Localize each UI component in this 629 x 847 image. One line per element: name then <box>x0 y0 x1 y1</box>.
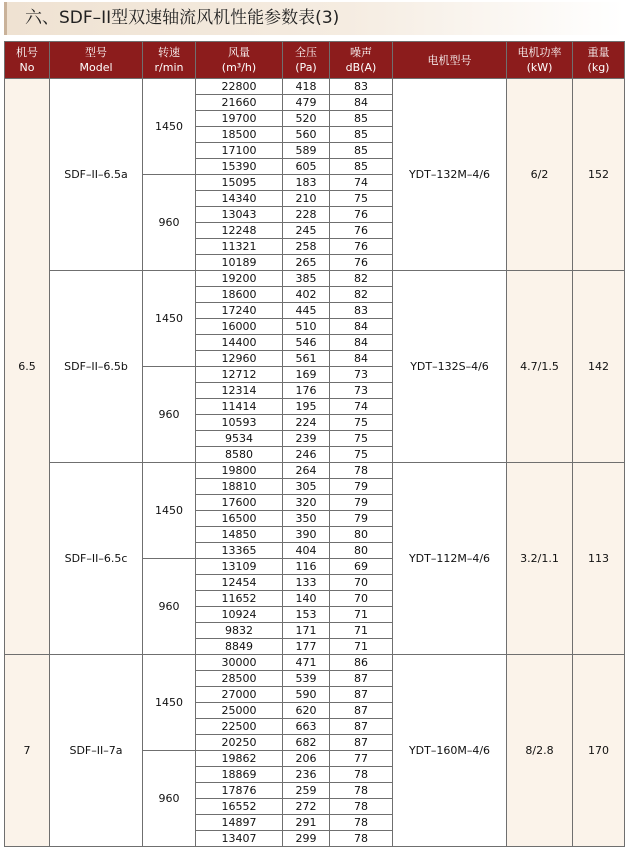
airflow-cell: 20250 <box>196 735 283 751</box>
noise-cell: 82 <box>330 271 393 287</box>
pressure-cell: 445 <box>283 303 330 319</box>
airflow-cell: 9534 <box>196 431 283 447</box>
header-airflow: 风量 (m³/h) <box>196 42 283 79</box>
pressure-cell: 210 <box>283 191 330 207</box>
noise-cell: 84 <box>330 335 393 351</box>
noise-cell: 78 <box>330 799 393 815</box>
airflow-cell: 30000 <box>196 655 283 671</box>
table-row <box>5 79 625 95</box>
noise-cell: 87 <box>330 735 393 751</box>
speed-cell: 960 <box>143 559 196 655</box>
pressure-cell: 663 <box>283 719 330 735</box>
performance-table <box>4 41 625 847</box>
noise-cell: 79 <box>330 479 393 495</box>
airflow-cell: 13407 <box>196 831 283 847</box>
weight-cell: 113 <box>573 463 625 655</box>
noise-cell: 70 <box>330 575 393 591</box>
noise-cell: 79 <box>330 511 393 527</box>
table-row <box>5 271 625 287</box>
motor-cell: YDT–160M–4/6 <box>393 655 507 847</box>
airflow-cell: 11321 <box>196 239 283 255</box>
airflow-cell: 18869 <box>196 767 283 783</box>
header-motor: 电机型号 <box>393 42 507 79</box>
pressure-cell: 236 <box>283 767 330 783</box>
noise-cell: 71 <box>330 623 393 639</box>
speed-cell: 1450 <box>143 655 196 751</box>
noise-cell: 85 <box>330 143 393 159</box>
airflow-cell: 19800 <box>196 463 283 479</box>
speed-cell: 960 <box>143 751 196 847</box>
speed-cell: 1450 <box>143 79 196 175</box>
airflow-cell: 19862 <box>196 751 283 767</box>
pressure-cell: 605 <box>283 159 330 175</box>
pressure-cell: 245 <box>283 223 330 239</box>
airflow-cell: 16552 <box>196 799 283 815</box>
header-noise: 噪声 dB(A) <box>330 42 393 79</box>
noise-cell: 80 <box>330 527 393 543</box>
airflow-cell: 11414 <box>196 399 283 415</box>
noise-cell: 85 <box>330 159 393 175</box>
pressure-cell: 561 <box>283 351 330 367</box>
airflow-cell: 12314 <box>196 383 283 399</box>
noise-cell: 76 <box>330 239 393 255</box>
pressure-cell: 620 <box>283 703 330 719</box>
pressure-cell: 239 <box>283 431 330 447</box>
noise-cell: 75 <box>330 431 393 447</box>
pressure-cell: 116 <box>283 559 330 575</box>
airflow-cell: 8580 <box>196 447 283 463</box>
power-cell: 3.2/1.1 <box>507 463 573 655</box>
airflow-cell: 12712 <box>196 367 283 383</box>
pressure-cell: 402 <box>283 287 330 303</box>
pressure-cell: 224 <box>283 415 330 431</box>
pressure-cell: 589 <box>283 143 330 159</box>
airflow-cell: 14400 <box>196 335 283 351</box>
airflow-cell: 13365 <box>196 543 283 559</box>
airflow-cell: 18810 <box>196 479 283 495</box>
airflow-cell: 12454 <box>196 575 283 591</box>
motor-cell: YDT–132M–4/6 <box>393 79 507 271</box>
weight-cell: 152 <box>573 79 625 271</box>
power-cell: 8/2.8 <box>507 655 573 847</box>
airflow-cell: 27000 <box>196 687 283 703</box>
pressure-cell: 177 <box>283 639 330 655</box>
header-model: 型号 Model <box>50 42 143 79</box>
pressure-cell: 291 <box>283 815 330 831</box>
noise-cell: 75 <box>330 415 393 431</box>
noise-cell: 76 <box>330 207 393 223</box>
model-cell: SDF–II–7a <box>50 655 143 847</box>
airflow-cell: 25000 <box>196 703 283 719</box>
noise-cell: 86 <box>330 655 393 671</box>
model-cell: SDF–II–6.5b <box>50 271 143 463</box>
model-cell: SDF–II–6.5c <box>50 463 143 655</box>
pressure-cell: 171 <box>283 623 330 639</box>
noise-cell: 80 <box>330 543 393 559</box>
pressure-cell: 305 <box>283 479 330 495</box>
noise-cell: 83 <box>330 303 393 319</box>
noise-cell: 77 <box>330 751 393 767</box>
motor-cell: YDT–112M–4/6 <box>393 463 507 655</box>
noise-cell: 84 <box>330 95 393 111</box>
noise-cell: 74 <box>330 399 393 415</box>
airflow-cell: 11652 <box>196 591 283 607</box>
noise-cell: 69 <box>330 559 393 575</box>
pressure-cell: 390 <box>283 527 330 543</box>
airflow-cell: 13109 <box>196 559 283 575</box>
noise-cell: 76 <box>330 223 393 239</box>
airflow-cell: 17240 <box>196 303 283 319</box>
noise-cell: 76 <box>330 255 393 271</box>
weight-cell: 170 <box>573 655 625 847</box>
noise-cell: 73 <box>330 383 393 399</box>
pressure-cell: 264 <box>283 463 330 479</box>
noise-cell: 85 <box>330 111 393 127</box>
pressure-cell: 539 <box>283 671 330 687</box>
noise-cell: 78 <box>330 767 393 783</box>
airflow-cell: 14897 <box>196 815 283 831</box>
pressure-cell: 546 <box>283 335 330 351</box>
airflow-cell: 28500 <box>196 671 283 687</box>
noise-cell: 78 <box>330 831 393 847</box>
airflow-cell: 12960 <box>196 351 283 367</box>
pressure-cell: 169 <box>283 367 330 383</box>
noise-cell: 74 <box>330 175 393 191</box>
airflow-cell: 19200 <box>196 271 283 287</box>
airflow-cell: 22500 <box>196 719 283 735</box>
noise-cell: 78 <box>330 463 393 479</box>
airflow-cell: 8849 <box>196 639 283 655</box>
header-power: 电机功率 (kW) <box>507 42 573 79</box>
page-title: 六、SDF–II型双速轴流风机性能参数表(3) <box>4 2 624 35</box>
airflow-cell: 17876 <box>196 783 283 799</box>
speed-cell: 1450 <box>143 463 196 559</box>
table-row <box>5 463 625 479</box>
pressure-cell: 320 <box>283 495 330 511</box>
motor-cell: YDT–132S–4/6 <box>393 271 507 463</box>
pressure-cell: 350 <box>283 511 330 527</box>
header-pressure: 全压 (Pa) <box>283 42 330 79</box>
pressure-cell: 228 <box>283 207 330 223</box>
header-weight: 重量 (kg) <box>573 42 625 79</box>
machine-no-cell: 7 <box>5 655 50 847</box>
noise-cell: 75 <box>330 447 393 463</box>
airflow-cell: 10593 <box>196 415 283 431</box>
noise-cell: 71 <box>330 639 393 655</box>
airflow-cell: 10189 <box>196 255 283 271</box>
airflow-cell: 18500 <box>196 127 283 143</box>
noise-cell: 78 <box>330 815 393 831</box>
speed-cell: 1450 <box>143 271 196 367</box>
noise-cell: 70 <box>330 591 393 607</box>
pressure-cell: 682 <box>283 735 330 751</box>
airflow-cell: 19700 <box>196 111 283 127</box>
pressure-cell: 133 <box>283 575 330 591</box>
header-row <box>5 42 625 79</box>
pressure-cell: 590 <box>283 687 330 703</box>
noise-cell: 71 <box>330 607 393 623</box>
header-speed: 转速 r/min <box>143 42 196 79</box>
pressure-cell: 183 <box>283 175 330 191</box>
pressure-cell: 479 <box>283 95 330 111</box>
airflow-cell: 15390 <box>196 159 283 175</box>
airflow-cell: 17600 <box>196 495 283 511</box>
noise-cell: 87 <box>330 687 393 703</box>
pressure-cell: 404 <box>283 543 330 559</box>
pressure-cell: 153 <box>283 607 330 623</box>
airflow-cell: 14850 <box>196 527 283 543</box>
noise-cell: 73 <box>330 367 393 383</box>
pressure-cell: 258 <box>283 239 330 255</box>
speed-cell: 960 <box>143 367 196 463</box>
airflow-cell: 16500 <box>196 511 283 527</box>
pressure-cell: 299 <box>283 831 330 847</box>
noise-cell: 84 <box>330 319 393 335</box>
noise-cell: 84 <box>330 351 393 367</box>
noise-cell: 82 <box>330 287 393 303</box>
airflow-cell: 16000 <box>196 319 283 335</box>
pressure-cell: 176 <box>283 383 330 399</box>
airflow-cell: 14340 <box>196 191 283 207</box>
table-body <box>5 79 625 847</box>
pressure-cell: 510 <box>283 319 330 335</box>
noise-cell: 78 <box>330 783 393 799</box>
noise-cell: 85 <box>330 127 393 143</box>
noise-cell: 87 <box>330 703 393 719</box>
pressure-cell: 195 <box>283 399 330 415</box>
airflow-cell: 21660 <box>196 95 283 111</box>
power-cell: 6/2 <box>507 79 573 271</box>
airflow-cell: 13043 <box>196 207 283 223</box>
pressure-cell: 520 <box>283 111 330 127</box>
pressure-cell: 140 <box>283 591 330 607</box>
pressure-cell: 560 <box>283 127 330 143</box>
pressure-cell: 385 <box>283 271 330 287</box>
airflow-cell: 18600 <box>196 287 283 303</box>
pressure-cell: 246 <box>283 447 330 463</box>
noise-cell: 87 <box>330 719 393 735</box>
power-cell: 4.7/1.5 <box>507 271 573 463</box>
pressure-cell: 265 <box>283 255 330 271</box>
pressure-cell: 471 <box>283 655 330 671</box>
airflow-cell: 12248 <box>196 223 283 239</box>
pressure-cell: 418 <box>283 79 330 95</box>
header-no: 机号 No <box>5 42 50 79</box>
speed-cell: 960 <box>143 175 196 271</box>
noise-cell: 79 <box>330 495 393 511</box>
noise-cell: 83 <box>330 79 393 95</box>
machine-no-cell: 6.5 <box>5 79 50 655</box>
airflow-cell: 15095 <box>196 175 283 191</box>
model-cell: SDF–II–6.5a <box>50 79 143 271</box>
airflow-cell: 9832 <box>196 623 283 639</box>
airflow-cell: 17100 <box>196 143 283 159</box>
table-row <box>5 655 625 671</box>
noise-cell: 75 <box>330 191 393 207</box>
weight-cell: 142 <box>573 271 625 463</box>
pressure-cell: 259 <box>283 783 330 799</box>
pressure-cell: 206 <box>283 751 330 767</box>
noise-cell: 87 <box>330 671 393 687</box>
airflow-cell: 10924 <box>196 607 283 623</box>
airflow-cell: 22800 <box>196 79 283 95</box>
pressure-cell: 272 <box>283 799 330 815</box>
